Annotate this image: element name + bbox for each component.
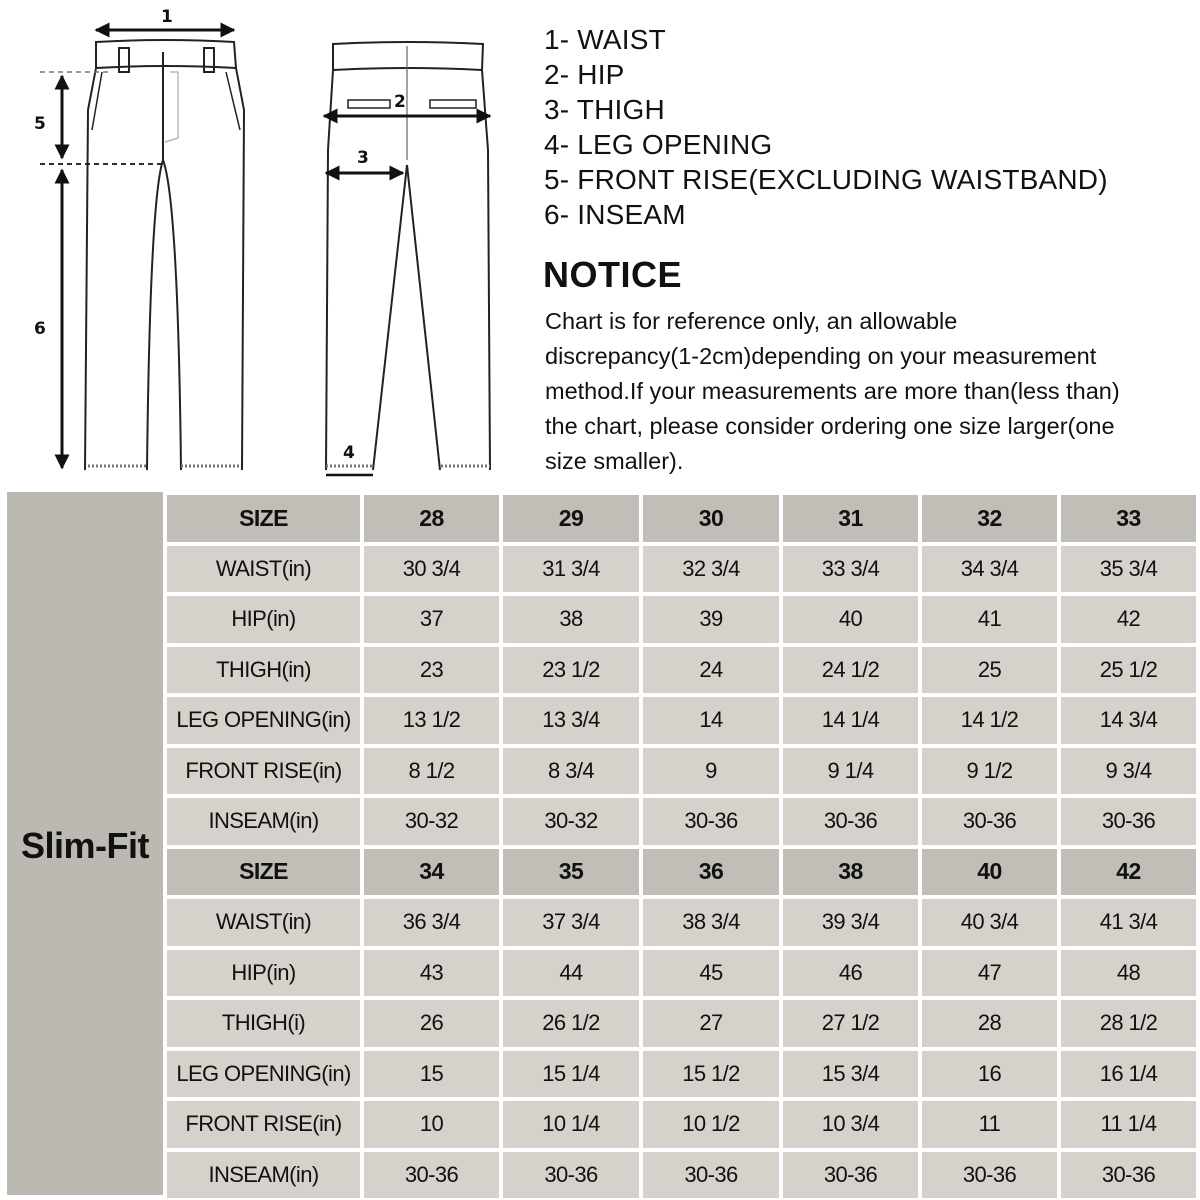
measurement-value-cell: 8 3/4 (503, 748, 639, 795)
measurement-label-cell: HIP(in) (167, 596, 360, 643)
measurement-value-cell: 40 (783, 596, 918, 643)
measurement-value-cell: 42 (1061, 596, 1196, 643)
measurement-value-cell: 44 (503, 950, 639, 997)
notice-line: size smaller). (545, 448, 684, 474)
measurement-label-cell: THIGH(i) (167, 1000, 360, 1047)
size-header-cell: 35 (503, 849, 639, 896)
notice-line: Chart is for reference only, an allowable (545, 308, 958, 334)
size-header-cell: 33 (1061, 495, 1196, 542)
measurement-value-cell: 30 3/4 (364, 546, 499, 593)
measurement-value-cell: 30-36 (922, 1152, 1057, 1199)
measurement-value-cell: 38 (503, 596, 639, 643)
measurement-value-cell: 9 (643, 748, 779, 795)
measurement-label-cell: HIP(in) (167, 950, 360, 997)
measurement-value-cell: 41 3/4 (1061, 899, 1196, 946)
measurement-value-cell: 9 1/2 (922, 748, 1057, 795)
measurement-value-cell: 30-36 (1061, 1152, 1196, 1199)
measurement-value-cell: 46 (783, 950, 918, 997)
measurement-value-cell: 15 1/4 (503, 1051, 639, 1098)
measurement-value-cell: 30-36 (364, 1152, 499, 1199)
label-4: 4 (343, 443, 355, 463)
measurement-value-cell: 16 (922, 1051, 1057, 1098)
size-header-cell: 40 (922, 849, 1057, 896)
measurement-value-cell: 27 1/2 (783, 1000, 918, 1047)
measurement-value-cell: 8 1/2 (364, 748, 499, 795)
measurement-value-cell: 48 (1061, 950, 1196, 997)
measurement-value-cell: 35 3/4 (1061, 546, 1196, 593)
measurement-value-cell: 10 (364, 1101, 499, 1148)
measurement-label-cell: FRONT RISE(in) (167, 748, 360, 795)
fit-type-label: Slim-Fit (21, 824, 149, 866)
size-header-cell: 28 (364, 495, 499, 542)
legend-item-inseam: 6- INSEAM (544, 199, 686, 230)
label-3: 3 (357, 148, 369, 168)
size-header-cell: 31 (783, 495, 918, 542)
measurement-label-cell: WAIST(in) (167, 546, 360, 593)
measurement-value-cell: 10 3/4 (783, 1101, 918, 1148)
label-5: 5 (34, 114, 46, 134)
size-header-cell: 34 (364, 849, 499, 896)
measurement-value-cell: 23 (364, 647, 499, 694)
measurement-value-cell: 14 1/2 (922, 697, 1057, 744)
measurement-value-cell: 9 3/4 (1061, 748, 1196, 795)
measurement-value-cell: 10 1/4 (503, 1101, 639, 1148)
measurement-value-cell: 25 (922, 647, 1057, 694)
legend-item-hip: 2- HIP (544, 59, 625, 90)
measurement-value-cell: 16 1/4 (1061, 1051, 1196, 1098)
legend-item-leg-opening: 4- LEG OPENING (544, 129, 773, 160)
legend-item-front-rise: 5- FRONT RISE(EXCLUDING WAISTBAND) (544, 164, 1108, 195)
measurement-value-cell: 45 (643, 950, 779, 997)
size-header-label: SIZE (167, 849, 360, 896)
measurement-value-cell: 9 1/4 (783, 748, 918, 795)
measurement-value-cell: 24 (643, 647, 779, 694)
measurement-value-cell: 30-36 (503, 1152, 639, 1199)
measurement-label-cell: THIGH(in) (167, 647, 360, 694)
measurement-value-cell: 23 1/2 (503, 647, 639, 694)
measurement-value-cell: 14 (643, 697, 779, 744)
size-header-cell: 29 (503, 495, 639, 542)
measurement-label-cell: INSEAM(in) (167, 1152, 360, 1199)
measurement-value-cell: 14 1/4 (783, 697, 918, 744)
measurement-value-cell: 30-36 (922, 798, 1057, 845)
measurement-value-cell: 10 1/2 (643, 1101, 779, 1148)
size-header-label: SIZE (167, 495, 360, 542)
measurement-value-cell: 34 3/4 (922, 546, 1057, 593)
measurement-value-cell: 30-32 (364, 798, 499, 845)
measurement-label-cell: WAIST(in) (167, 899, 360, 946)
size-header-cell: 38 (783, 849, 918, 896)
measurement-value-cell: 25 1/2 (1061, 647, 1196, 694)
measurement-value-cell: 27 (643, 1000, 779, 1047)
notice-title: NOTICE (543, 254, 683, 295)
measurement-value-cell: 30-36 (783, 1152, 918, 1199)
measurement-value-cell: 28 1/2 (1061, 1000, 1196, 1047)
notice-line: method.If your measurements are more than(less than) (545, 378, 1120, 404)
measurement-value-cell: 28 (922, 1000, 1057, 1047)
measurement-value-cell: 13 3/4 (503, 697, 639, 744)
measurement-value-cell: 13 1/2 (364, 697, 499, 744)
measurement-value-cell: 15 3/4 (783, 1051, 918, 1098)
measurement-value-cell: 15 1/2 (643, 1051, 779, 1098)
size-grid (167, 492, 1196, 1198)
measurement-label-cell: FRONT RISE(in) (167, 1101, 360, 1148)
measurement-value-cell: 26 (364, 1000, 499, 1047)
measurement-value-cell: 24 1/2 (783, 647, 918, 694)
measurement-value-cell: 40 3/4 (922, 899, 1057, 946)
measurement-value-cell: 15 (364, 1051, 499, 1098)
measurement-value-cell: 11 1/4 (1061, 1101, 1196, 1148)
measurement-value-cell: 32 3/4 (643, 546, 779, 593)
measurement-value-cell: 37 (364, 596, 499, 643)
size-header-cell: 42 (1061, 849, 1196, 896)
size-header-cell: 30 (643, 495, 779, 542)
measurement-value-cell: 30-36 (1061, 798, 1196, 845)
measurement-value-cell: 14 3/4 (1061, 697, 1196, 744)
measurement-value-cell: 38 3/4 (643, 899, 779, 946)
legend-item-waist: 1- WAIST (544, 24, 666, 55)
measurement-label-cell: LEG OPENING(in) (167, 697, 360, 744)
notice-line: the chart, please consider ordering one size larger(one (545, 413, 1115, 439)
size-header-cell: 32 (922, 495, 1057, 542)
size-chart-table (7, 492, 1193, 1195)
measurement-value-cell: 30-36 (783, 798, 918, 845)
measurement-value-cell: 33 3/4 (783, 546, 918, 593)
measurement-label-cell: LEG OPENING(in) (167, 1051, 360, 1098)
measurement-value-cell: 47 (922, 950, 1057, 997)
measurement-value-cell: 37 3/4 (503, 899, 639, 946)
pants-measurement-diagram (0, 0, 530, 490)
label-1: 1 (161, 7, 173, 27)
measurement-value-cell: 30-36 (643, 798, 779, 845)
pants-illustration (0, 0, 530, 490)
measurement-legend (544, 22, 1108, 232)
measurement-value-cell: 26 1/2 (503, 1000, 639, 1047)
measurement-value-cell: 43 (364, 950, 499, 997)
notice-body (545, 304, 1195, 479)
measurement-label-cell: INSEAM(in) (167, 798, 360, 845)
measurement-value-cell: 30-36 (643, 1152, 779, 1199)
fit-type-panel (7, 492, 163, 1195)
measurement-value-cell: 30-32 (503, 798, 639, 845)
measurement-value-cell: 11 (922, 1101, 1057, 1148)
label-2: 2 (394, 92, 406, 112)
measurement-value-cell: 31 3/4 (503, 546, 639, 593)
measurement-value-cell: 36 3/4 (364, 899, 499, 946)
measurement-value-cell: 39 (643, 596, 779, 643)
notice-line: discrepancy(1-2cm)depending on your measurement (545, 343, 1097, 369)
legend-item-thigh: 3- THIGH (544, 94, 665, 125)
measurement-value-cell: 39 3/4 (783, 899, 918, 946)
measurement-value-cell: 41 (922, 596, 1057, 643)
label-6: 6 (34, 319, 46, 339)
size-header-cell: 36 (643, 849, 779, 896)
